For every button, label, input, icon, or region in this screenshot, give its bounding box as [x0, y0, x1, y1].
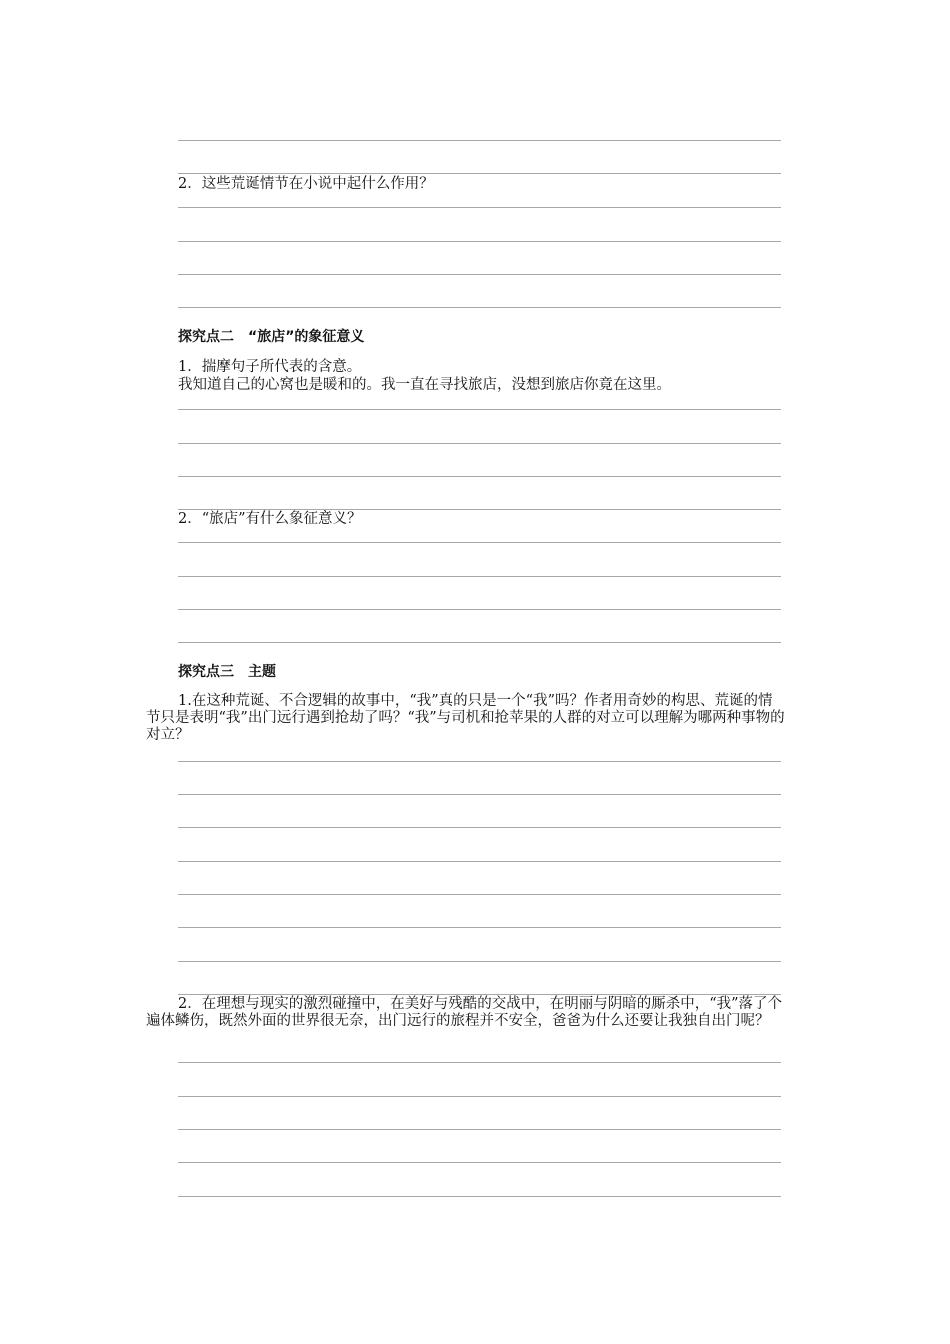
answer-line	[178, 1196, 781, 1197]
answer-line	[178, 307, 781, 308]
answer-line	[178, 1129, 781, 1130]
question-paragraph: 1.在这种荒诞、不合逻辑的故事中，“我”真的只是一个“我”吗？作者用奇妙的构思、荒诞的情节只是表明“我”出门远行遇到抢劫了吗？“我”与司机和抢苹果的人群的对立可以理解为哪两种事物的对立？	[146, 693, 785, 743]
answer-line	[178, 1096, 781, 1097]
answer-line	[178, 576, 781, 577]
question-paragraph: 2．在理想与现实的激烈碰撞中，在美好与残酷的交战中，在明丽与阴暗的厮杀中，“我”落了个遍体鳞伤，既然外面的世界很无奈，出门远行的旅程并不安全，爸爸为什么还要让我独自出门呢？	[146, 996, 783, 1029]
question-text: 2．这些荒诞情节在小说中起什么作用？	[178, 176, 434, 192]
question-text: 1．揣摩句子所代表的含意。	[178, 359, 362, 375]
answer-line	[178, 1162, 781, 1163]
answer-line	[178, 994, 781, 995]
quoted-sentence: 我知道自己的心窝也是暖和的。我一直在寻找旅店，没想到旅店你竟在这里。	[178, 377, 671, 393]
answer-line	[178, 961, 781, 962]
answer-line	[178, 861, 781, 862]
answer-line	[178, 1062, 781, 1063]
answer-line	[178, 894, 781, 895]
answer-line	[178, 761, 781, 762]
section-heading: 探究点二 “旅店”的象征意义	[178, 329, 365, 345]
answer-line	[178, 207, 781, 208]
answer-line	[178, 241, 781, 242]
answer-line	[178, 827, 781, 828]
answer-line	[178, 609, 781, 610]
answer-line	[178, 409, 781, 410]
answer-line	[178, 794, 781, 795]
answer-line	[178, 173, 781, 174]
answer-line	[178, 274, 781, 275]
answer-line	[178, 542, 781, 543]
answer-line	[178, 642, 781, 643]
answer-line	[178, 509, 781, 510]
answer-line	[178, 476, 781, 477]
answer-line	[178, 140, 781, 141]
section-heading: 探究点三 主题	[178, 664, 276, 680]
answer-line	[178, 927, 781, 928]
answer-line	[178, 443, 781, 444]
question-text: 2．“旅店”有什么象征意义？	[178, 511, 362, 527]
